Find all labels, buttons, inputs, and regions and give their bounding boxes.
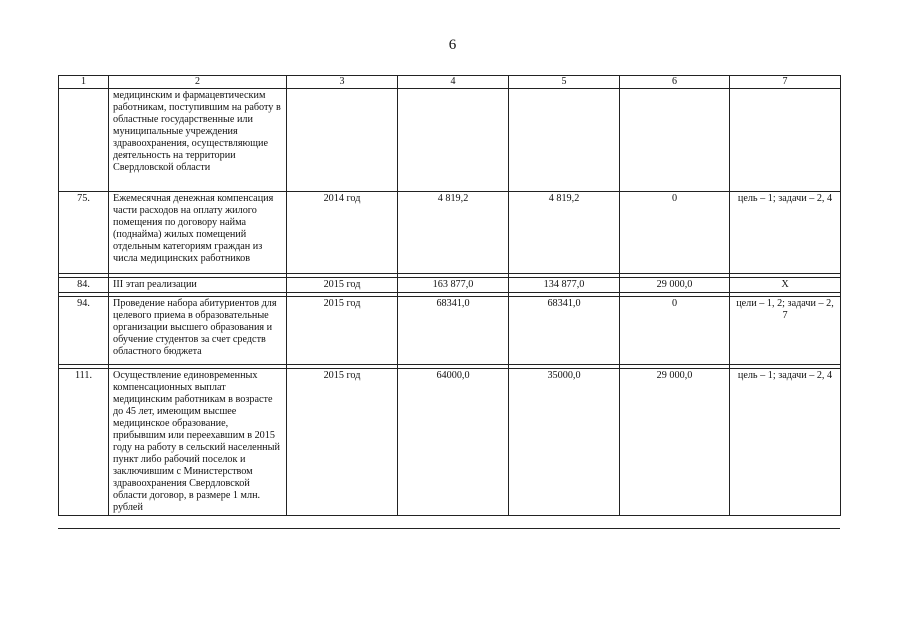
table-row — [59, 192, 841, 274]
row-description: Проведение набора абитуриентов для целевого приема в образовательные организации высшего образования и обучение студентов за счет средств областного бюджета — [109, 297, 287, 365]
row-year — [287, 89, 398, 192]
row-goals — [730, 89, 841, 192]
row-total — [398, 89, 509, 192]
row-number — [59, 89, 109, 192]
column-header: 1 — [59, 76, 109, 89]
row-federal: 0 — [620, 297, 730, 365]
row-number: 84. — [59, 278, 109, 293]
table-bottom-rule — [58, 528, 840, 529]
row-description: Осуществление единовременных компенсационных выплат медицинским работникам в возрасте до 45 лет, имеющим высшее медицинское образование, прибывшим или переехавшим в 2015 году на работу в сельский населенный пункт либо рабочий поселок и заключившим с Министерством здравоохранения Свердловской области договор, в размере 1 млн. рублей — [109, 369, 287, 516]
row-year: 2014 год — [287, 192, 398, 274]
row-description: III этап реализации — [109, 278, 287, 293]
row-goals: X — [730, 278, 841, 293]
column-header: 4 — [398, 76, 509, 89]
table-row — [59, 89, 841, 192]
row-year: 2015 год — [287, 297, 398, 365]
column-header: 6 — [620, 76, 730, 89]
row-goals: цель – 1; задачи – 2, 4 — [730, 369, 841, 516]
table-row — [59, 369, 841, 516]
row-federal — [620, 89, 730, 192]
row-year: 2015 год — [287, 278, 398, 293]
row-year: 2015 год — [287, 369, 398, 516]
column-header: 5 — [509, 76, 620, 89]
row-total: 163 877,0 — [398, 278, 509, 293]
row-regional: 4 819,2 — [509, 192, 620, 274]
row-total: 4 819,2 — [398, 192, 509, 274]
row-goals: цель – 1; задачи – 2, 4 — [730, 192, 841, 274]
column-number-header — [59, 76, 841, 89]
row-number: 111. — [59, 369, 109, 516]
row-federal: 29 000,0 — [620, 278, 730, 293]
column-header: 7 — [730, 76, 841, 89]
column-header: 3 — [287, 76, 398, 89]
page-number: 6 — [448, 37, 457, 53]
program-table — [58, 75, 841, 516]
row-number: 75. — [59, 192, 109, 274]
row-number: 94. — [59, 297, 109, 365]
row-total: 68341,0 — [398, 297, 509, 365]
row-federal: 29 000,0 — [620, 369, 730, 516]
row-description: Ежемесячная денежная компенсация части расходов на оплату жилого помещения по договору найма (поднайма) жилых помещений отдельным категориям граждан из числа медицинских работников — [109, 192, 287, 274]
row-goals: цели – 1, 2; задачи – 2, 7 — [730, 297, 841, 365]
table-row — [59, 278, 841, 293]
row-regional: 68341,0 — [509, 297, 620, 365]
row-regional — [509, 89, 620, 192]
row-regional: 35000,0 — [509, 369, 620, 516]
row-description: медицинским и фармацевтическим работникам, поступившим на работу в областные государственные или муниципальные учреждения здравоохранения, осуществляющие деятельность на территории Свердловской области — [109, 89, 287, 192]
row-federal: 0 — [620, 192, 730, 274]
row-total: 64000,0 — [398, 369, 509, 516]
row-regional: 134 877,0 — [509, 278, 620, 293]
table-row — [59, 297, 841, 365]
column-header: 2 — [109, 76, 287, 89]
